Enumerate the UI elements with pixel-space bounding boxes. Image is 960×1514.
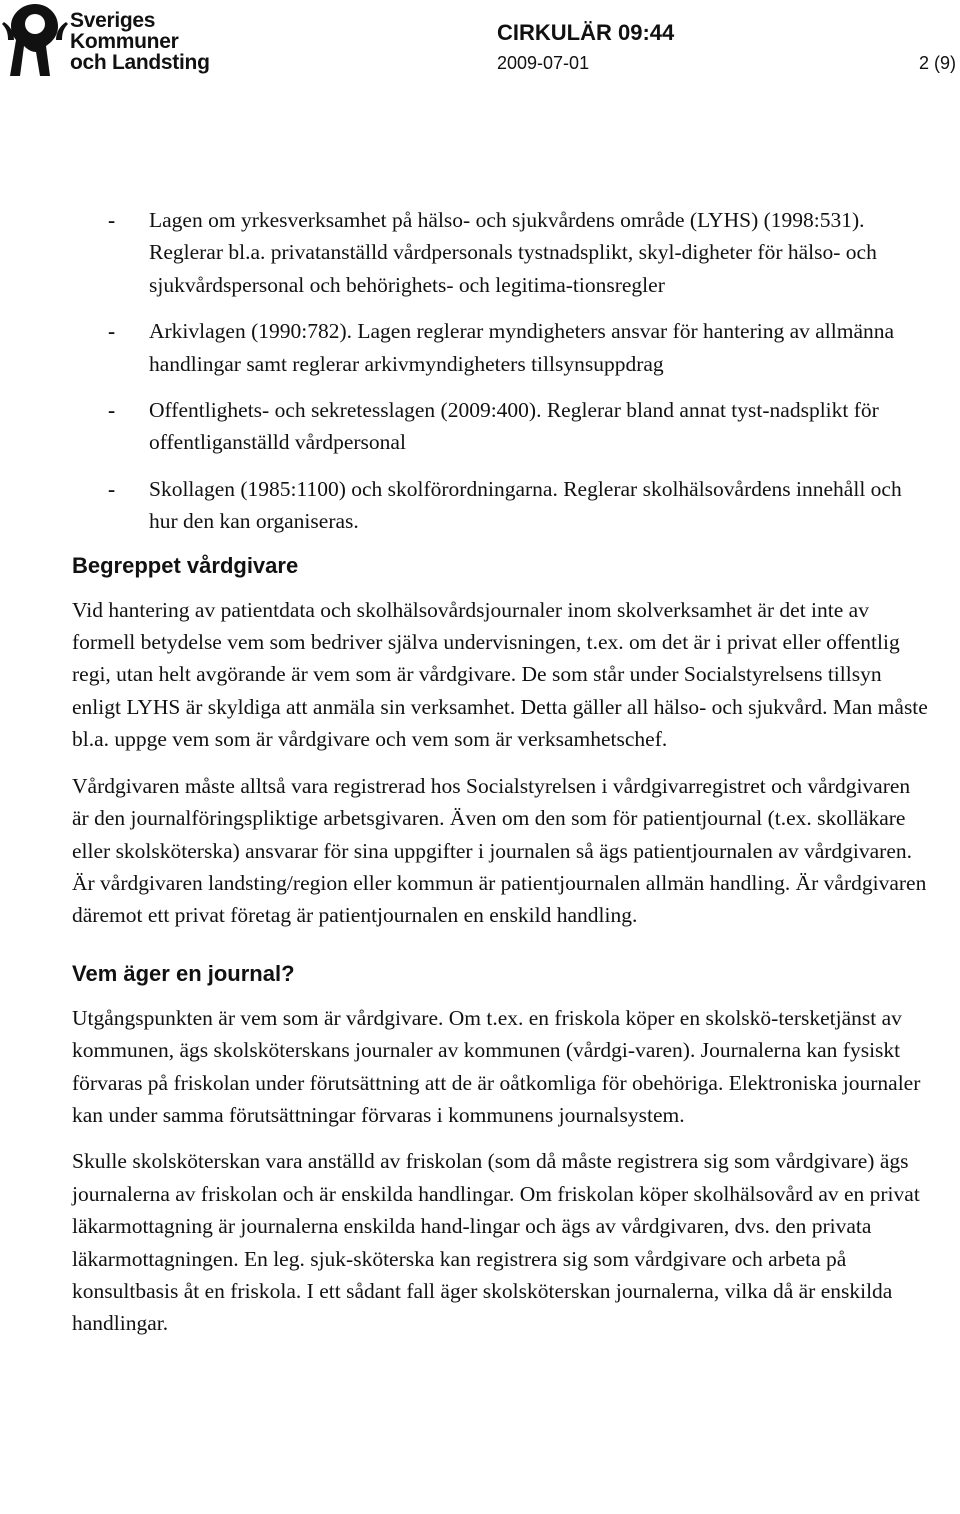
list-marker: - [108,398,116,423]
list-marker: - [108,208,116,232]
law-list [72,204,932,538]
section-heading-vardgivare: Begreppet vårdgivare [72,552,299,578]
document-date: 2009-07-01 [497,53,590,73]
logo-line-2: Kommuner [70,30,179,53]
list-marker: - [108,476,116,501]
list-item [72,315,932,380]
document-type: CIRKULÄR 09:44 [497,20,675,45]
list-item-text: Offentlighets- och sekretesslagen (2009:400). Reglerar bland annat tyst-nadsplikt för offentliganställd vårdpersonal [149,398,879,455]
organization-logo [2,2,210,78]
list-item [72,473,932,538]
list-item-text: Skollagen (1985:1100) och skolförordningarna. Reglerar skolhälsovårdens innehåll och hur den kan organiseras. [149,476,902,534]
logo-line-1: Sveriges [70,9,156,32]
list-marker: - [108,319,116,344]
logo-wordmark [70,10,210,73]
skl-figure-logo-icon [2,2,68,78]
document-body [72,204,932,1354]
paragraph: Vid hantering av patientdata och skolhälsovårdsjournaler inom skolverksamhet är det inte av formell betydelse vem som bedriver själva undervisningen, t.ex. om det är i privat eller offentlig regi, utan helt avgörande är vem som är vårdgivare. De som står under Socialstyrelsens tillsyn enligt LYHS är skyldiga att anmäla sin verksamhet. Detta gäller all hälso- och sjukvård. Man måste bl.a. uppge vem som är vårdgivare och vem som är verksamhetschef. [72,597,928,752]
list-item-text: Lagen om yrkesverksamhet på hälso- och sjukvårdens område (LYHS) (1998:531). Reglerar bl.a. privatanställd vårdpersonals tystnadsplikt, skyl-digheter för hälso- och sjukvårdspersonal och behörighets- och legitima-tionsregler [149,208,877,297]
page-number: 2 (9) [918,53,956,73]
logo-line-3: och Landsting [70,51,210,74]
paragraph: Skulle skolsköterskan vara anställd av friskolan (som då måste registrera sig som vårdgivare) ägs journalerna av friskolan och är enskilda handlingar. Om friskolan köper skolhälsovård av en privat läkarmottagning är journalerna enskilda hand-lingar och ägs av vårdgivaren, dvs. den privata läkarmottagningen. En leg. sjuk-sköterska kan registrera sig som vårdgivare och arbeta på konsultbasis åt en friskola. I ett sådant fall äger skolsköterskan journalerna, vilka då är enskilda handlingar. [72,1149,920,1336]
list-item [72,394,932,459]
paragraph: Vårdgivaren måste alltså vara registrerad hos Socialstyrelsen i vårdgivarregistret och vårdgivaren är den journalföringspliktige arbetsgivaren. Även om den som för patientjournal (t.ex. skolläkare eller skolsköterska) ansvarar för sina uppgifter i journalen så ägs patientjournalen av vårdgivaren. Är vårdgivaren landsting/region eller kommun är patientjournalen allmän handling. Är vårdgivaren däremot ett privat företag är patientjournalen en enskild handling. [72,773,927,928]
paragraph: Utgångspunkten är vem som är vårdgivare. Om t.ex. en friskola köper en skolskö-tersketjänst av kommunen, ägs skolsköterskans journaler av kommunen (vårdgi-varen). Journalerna kan fysiskt förvaras på friskolan under förutsättning att de är oåtkomliga för obehöriga. Elektroniska journaler kan under samma förutsättningar förvaras i kommunens journalsystem. [72,1005,921,1127]
section-heading-journal-owner: Vem äger en journal? [72,960,295,986]
list-item [72,204,932,301]
list-item-text: Arkivlagen (1990:782). Lagen reglerar myndigheters ansvar för hantering av allmänna handlingar samt reglerar arkivmyndigheters tillsynsuppdrag [149,319,895,376]
